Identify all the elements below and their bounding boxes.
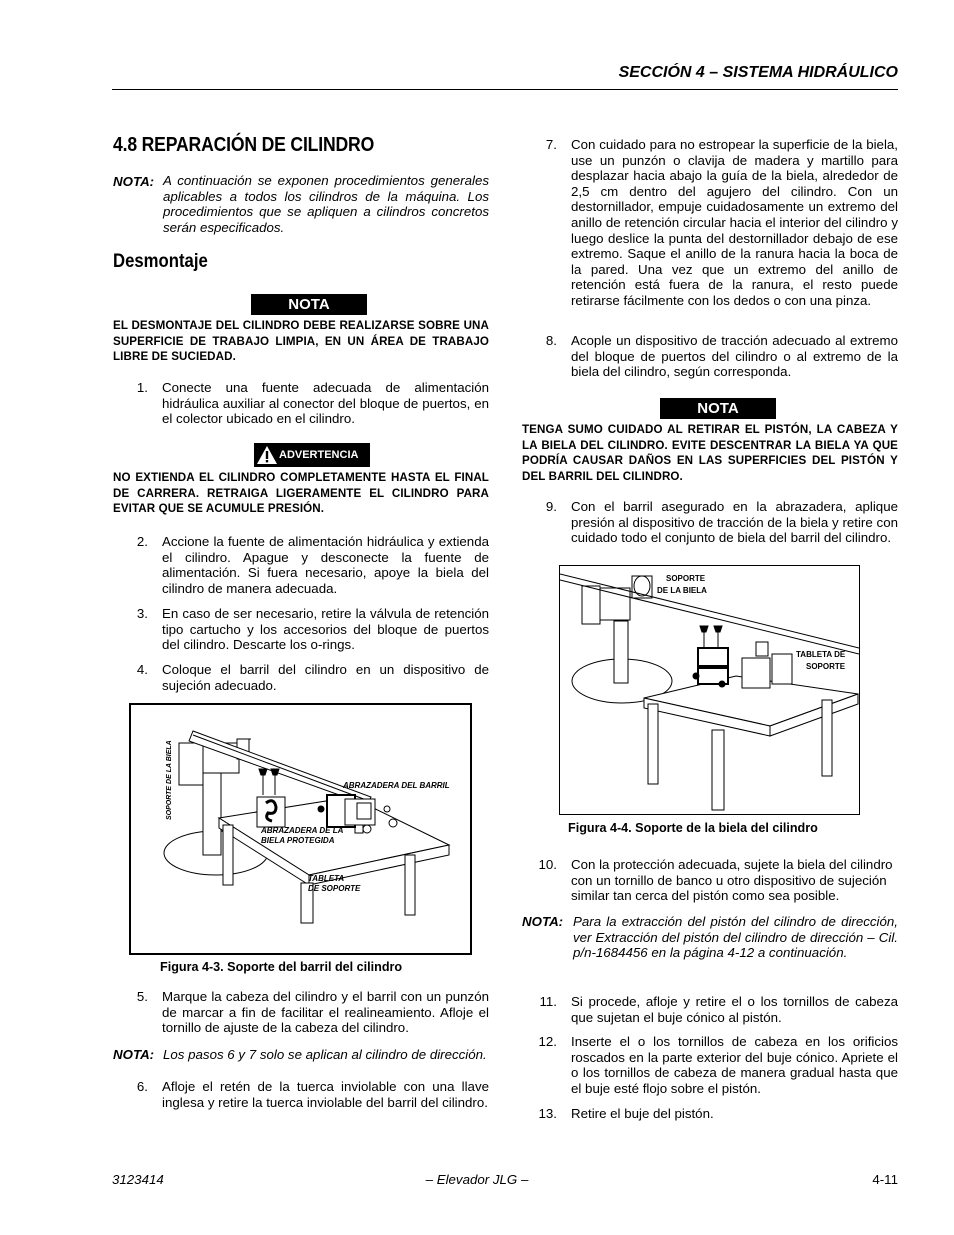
label-rod-clamp-line1: ABRAZADERA DE LA [261,826,344,835]
footer-product: – Elevador JLG – [425,1172,529,1187]
step-number: 1. [136,380,148,395]
warning-badge-label: ADVERTENCIA [279,449,359,461]
step-number: 6. [136,1079,148,1094]
note-text: Para la extracción del pistón del cilindro de dirección, ver Extracción del pistón del cilindro de dirección – Cil. p/n-1684456 en la página 4-12 a continuación. [573,914,898,961]
footer-page-number: 4-11 [872,1172,898,1187]
step-text: En caso de ser necesario, retire la válvula de retención tipo cartucho y los accesorios del bloque de puertos del cilindro. Descarte los o-rings. [162,606,489,653]
figure-4-4-caption: Figura 4-4. Soporte de la biela del cilindro [568,821,818,835]
step-number: 8. [545,333,557,348]
step-number: 5. [136,989,148,1004]
step-text: Con la protección adecuada, sujete la biela del cilindro con un tornillo de banco u otro dispositivo de sujeción similar tan cerca del pistón como sea posible. [571,857,893,904]
label-rod-support-line2: DE LA BIELA [657,586,707,595]
step-text: Con cuidado para no estropear la superficie de la biela, use un punzón o clavija de madera y martillo para desplazar hacia abajo la guía de la biela, alrededor de 2,5 cm dentro del agujero del cilindro. Con un destornillador, empuje cuidadosamente un extremo del anillo de retención circular hacia el interior del cilindro y luego deslice la punta del destornillador debajo de ese extremo. Saque el anillo de la ranura hacia la boca de la pared. Una vez que un extremo del anillo de retención está fuera de la ranura, el resto puede retirarse fácilmente con los dedos o con una pinza. [571,137,898,308]
step-number: 7. [545,137,557,152]
intro-note-text: A continuación se exponen procedimientos generales aplicables a todos los cilindros de la máquina. Los procedimientos que se apliquen a cilindros concretos serán especificados. [163,173,489,235]
intro-note-label: NOTA: [113,174,155,189]
header-rule [112,89,898,90]
label-table-line2: DE SOPORTE [308,884,361,893]
step-number: 2. [136,534,148,549]
note-text: Los pasos 6 y 7 solo se aplican al cilindro de dirección. [163,1047,487,1062]
step-text: Accione la fuente de alimentación hidráulica y extienda el cilindro. Apague y desconecte la fuente de alimentación. Si fuera necesario, apoye la biela del cilindro de manera adecuada. [162,534,489,596]
label-table-line2: SOPORTE [806,662,846,671]
warning-badge [254,443,370,467]
step-text: Si procede, afloje y retire el o los tornillos de cabeza que sujetan el buje cónico al pistón. [571,994,898,1025]
figure-4-3 [129,703,472,955]
step-text: Marque la cabeza del cilindro y el barril con un punzón de marcar a fin de facilitar el realineamiento. Afloje el tornillo de ajuste de la cabeza del cilindro. [162,989,489,1036]
warning-text: NO EXTIENDA EL CILINDRO COMPLETAMENTE HASTA EL FINAL DE CARRERA. RETRAIGA LIGERAMENTE EL CILINDRO PARA EVITAR QUE SE ACUMULE PRESIÓN. [113,471,489,516]
rod-support-illustration [560,566,859,814]
warning-triangle-icon [256,445,278,465]
label-rod-support: SOPORTE DE LA BIELA [166,740,173,820]
footer-doc-number: 3123414 [112,1172,164,1187]
label-table-line1: TABLETA [308,874,345,883]
section-header: SECCIÓN 4 – SISTEMA HIDRÁULICO [618,64,898,81]
step-number: 11. [539,994,557,1009]
step-number: 3. [136,606,148,621]
step-number: 9. [545,499,557,514]
note-label: NOTA: [522,914,564,929]
nota-badge-1: NOTA [251,294,367,315]
step-text: Conecte una fuente adecuada de alimentación hidráulica auxiliar al conector del bloque de puertos, en el colector ubicado en el cilindro. [162,380,489,427]
step-number: 12. [538,1034,557,1049]
step-text: Con el barril asegurado en la abrazadera, aplique presión al dispositivo de tracción de la biela y retire con cuidado todo el conjunto de biela del barril del cilindro. [571,499,898,546]
nota-text-2: TENGA SUMO CUIDADO AL RETIRAR EL PISTÓN, LA CABEZA Y LA BIELA DEL CILINDRO. EVITE DESCENTRAR LA BIELA YA QUE PODRÍA CAUSAR DAÑOS EN LAS SUPERFICIES DEL PISTÓN Y DEL BARRIL DEL CILINDRO. [522,423,898,483]
figure-4-4 [559,565,860,815]
subsection-title: Desmontaje [113,251,208,272]
label-rod-clamp-line2: BIELA PROTEGIDA [261,836,335,845]
label-table-line1: TABLETA DE [796,650,846,659]
step-number: 13. [538,1106,557,1121]
section-title: 4.8 REPARACIÓN DE CILINDRO [113,134,375,156]
note-label: NOTA: [113,1047,155,1062]
step-text: Inserte el o los tornillos de cabeza en los orificios roscados en la parte exterior del buje cónico. Apriete el o los tornillos de cabeza de manera gradual hasta que el buje esté flojo sobre el pistón. [571,1034,898,1096]
label-barrel-clamp: ABRAZADERA DEL BARRIL [343,781,450,790]
step-text: Retire el buje del pistón. [571,1106,714,1121]
step-text: Coloque el barril del cilindro en un dispositivo de sujeción adecuado. [162,662,489,693]
step-number: 4. [136,662,148,677]
step-number: 10. [538,857,557,872]
step-text: Acople un dispositivo de tracción adecuado al extremo del bloque de puertos del cilindro o al extremo de la biela del cilindro, según corresponda. [571,333,898,380]
nota-badge-2: NOTA [660,398,776,419]
nota-text-1: EL DESMONTAJE DEL CILINDRO DEBE REALIZARSE SOBRE UNA SUPERFICIE DE TRABAJO LIMPIA, EN UN ÁREA DE TRABAJO LIBRE DE SUCIEDAD. [113,319,489,364]
figure-4-3-caption: Figura 4-3. Soporte del barril del cilindro [160,960,403,974]
step-text: Afloje el retén de la tuerca inviolable con una llave inglesa y retire la tuerca inviolable del barril del cilindro. [162,1079,489,1110]
label-rod-support-line1: SOPORTE [666,574,706,583]
